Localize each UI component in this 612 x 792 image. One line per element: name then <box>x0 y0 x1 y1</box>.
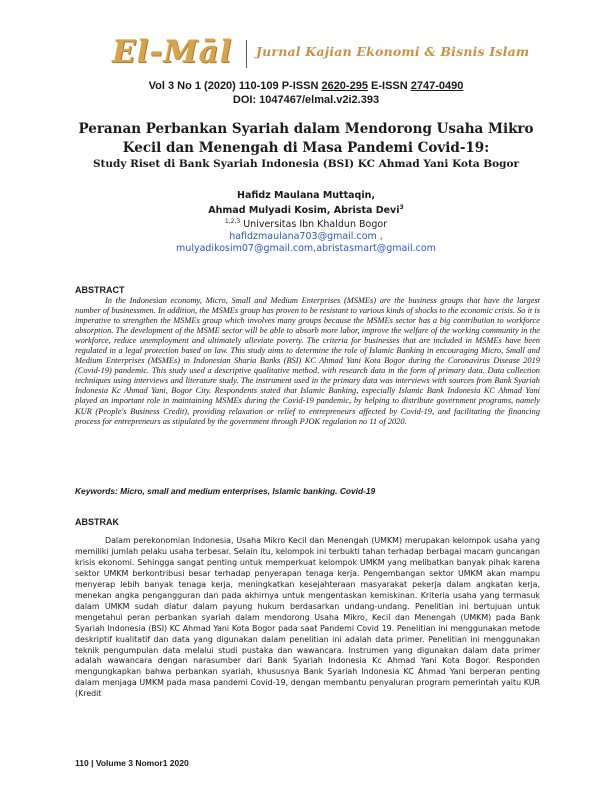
e-issn-link[interactable]: 2747-0490 <box>410 80 464 92</box>
journal-masthead <box>0 30 612 76</box>
paper-title: Peranan Perbankan Syariah dalam Mendorong Usaha Mikro Kecil dan Menengah di Masa Pandemi Covid-19: <box>78 121 534 156</box>
affiliation-superscript: 1,2,3 <box>224 218 241 225</box>
journal-name: Jurnal Kajian Ekonomi & Bisnis Islam <box>256 44 530 59</box>
volume-info: Vol 3 No 1 (2020) 110-109 P-ISSN <box>148 80 322 92</box>
journal-logo: El-Māl <box>112 34 233 70</box>
author-email-2[interactable]: mulyadikosim07@gmail.com,abristasmart@gmail.com <box>176 243 436 254</box>
paper-subtitle: Study Riset di Bank Syariah Indonesia (BSI) KC Ahmad Yani Kota Bogor <box>92 158 520 170</box>
p-issn-link[interactable]: 2620-295 <box>321 80 368 92</box>
e-issn-label: E-ISSN <box>367 80 411 92</box>
page-footer: 110 | Volume 3 Nomor1 2020 <box>75 758 189 768</box>
author-line-2 <box>0 204 612 216</box>
abstrak-body: Dalam perekonomian Indonesia, Usaha Mikro Kecil dan Menengah (UMKM) merupakan kelompok usaha yang memiliki jumlah pelaku usaha terbesar. Selain itu, kelompok ini terbukti tahan terhadap berbagai macam guncangan krisis ekonomi. Sehingga sangat penting untuk memperkuat kelompok UMKM yang melibatkan banyak pihak karena sektor UMKM berkontribusi besar terhadap penyerapan tenaga kerja. Pengembangan sektor UMKM akan mampu menyerap lebih banyak tenaga kerja, meningkatkan kesejahteraan masyarakat pekerja dalam angkatan kerja, menekan angka pengangguran dan pada akhirnya untuk mengentaskan kemiskinan. Kriteria usaha yang termasuk dalam UMKM sudah diatur dalam payung hukum berdasarkan undang-undang. Penelitian ini bertujuan untuk mengetahui peran perbankan syariah dalam mendorong Usaha Mikro, Kecil dan Menengah (UMKM) pada Bank Syariah Indonesia (BSI) KC Ahmad Yani Kota Bogor pada saat Pandemi Covid 19. Penelitian ini menggunakan metode deskriptif kualitatif dan data yang digunakan dalam penelitian ini adalah data primer. Penelitian ini menggunakan teknik pengumpulan data melalui studi pustaka dan wawancara. Instrumen yang digunakan dalam data primer adalah wawancara dengan narasumber dari Bank Syariah Indonesia Kc Ahmad Yani Kota Bogor. Responden mengungkapkan bahwa perbankan syariah, khususnya Bank Syariah Indonesia KC Ahmad Yani berperan penting dalam menjaga UMKM pada masa pandemi Covid-19, dengan membantu penyaluran program pemerintah yaitu KUR (Kredit <box>75 536 540 699</box>
author-email-1[interactable]: hafidzmaulana703@gmail.com , <box>229 231 383 242</box>
author-line-1: Hafidz Maulana Muttaqin, <box>237 190 375 201</box>
abstract-body: In the Indonesian economy, Micro, Small and Medium Enterprises (MSMEs) are the business groups that have the largest number of businessmen. In addition, the MSMEs group has proven to be resistant to various kinds of shocks to the economic crisis. So it is imperative to strengthen the MSMEs group which involves many groups because the MSMEs sector has a big contribution to workforce absorption. The development of the MSME sector will be able to absorb more labor, improve the welfare of the working community in the workforce, reduce unemployment and ultimately alleviate poverty. The criteria for businesses that are included in MSMEs have been regulated in a legal protection based on law. This study aims to determine the role of Islamic Banking in encouraging Micro, Small and Medium Enterprises (MSMEs) in Indonesian Sharia Banks (BSI) KC Ahmad Yani Kota Bogor during the Coronavirus Disease 2019 (Covid-19) pandemic. This study used a descriptive qualitative method, with research data in the form of primary data. Data collection techniques using interviews and literature study. The instrument used in the primary data was interviews with sources from Bank Syariah Indonesia Kc Ahmad Yani, Bogor City. Respondents stated that Islamic Banking, especially Islamic Bank Indonesia KC Ahmad Yani played an important role in maintaining MSMEs during the Covid-19 pandemic, by helping to distribute government programs, namely KUR (People's Business Credit), providing relaxation or relief to entrepreneurs affected by Covid-19, and facilitating the financing process for entrepreneurs as stipulated by the government through PJOK regulation no 11 of 2020. <box>75 296 540 426</box>
masthead-divider <box>246 40 247 68</box>
volume-issn-line <box>0 80 612 92</box>
affiliation <box>0 218 612 230</box>
abstract-heading: ABSTRACT <box>75 285 125 295</box>
abstrak-heading: ABSTRAK <box>75 517 119 527</box>
doi-line: DOI: 1047467/elmal.v2i2.393 <box>232 94 380 106</box>
keywords: Keywords: Micro, small and medium enterprises, Islamic banking. Covid-19 <box>75 486 376 496</box>
author-names: Ahmad Mulyadi Kosim, Abrista Devi <box>208 205 400 217</box>
author-superscript: 3 <box>399 204 404 211</box>
affiliation-name: Universitas Ibn Khaldun Bogor <box>240 219 388 231</box>
